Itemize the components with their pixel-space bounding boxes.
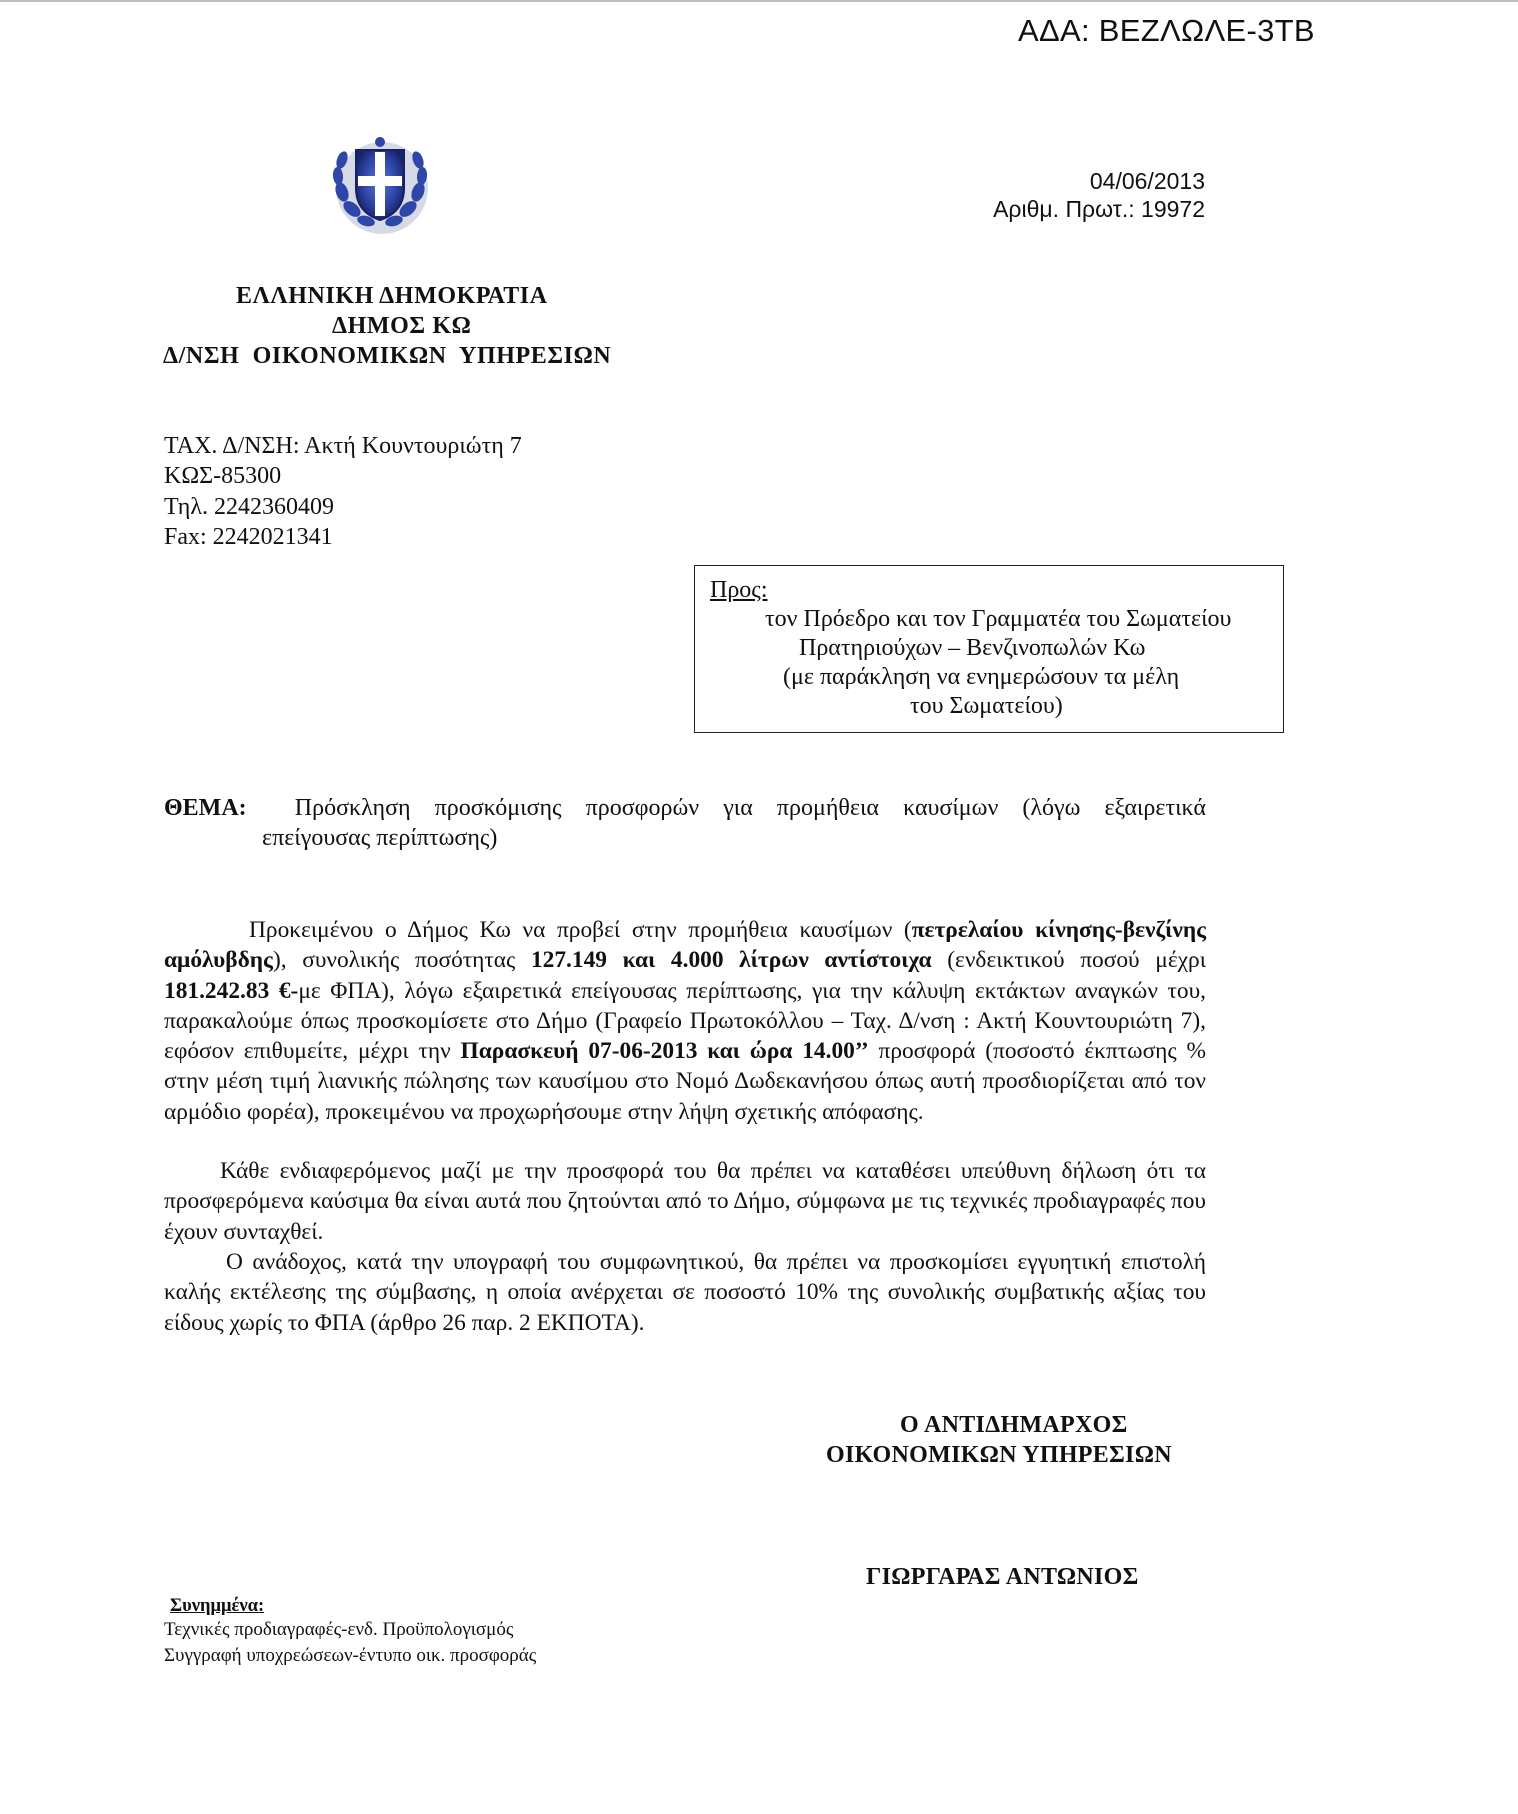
header-republic: ΕΛΛΗΝΙΚΗ ΔΗΜΟΚΡΑΤΙΑ (236, 283, 548, 309)
subject-text-2: επείγουσας περίπτωσης) (262, 825, 498, 851)
enclosures-title: Συνημμένα: (170, 1596, 265, 1616)
recipient-label: Προς: (710, 577, 768, 603)
body-paragraph-3: Ο ανάδοχος, κατά την υπογραφή του συμφωνητικού, θα πρέπει να προσκομίσει εγγυητική επιστολή καλής εκτέλεσης της σύμβασης, η οποία ανέρχεται σε ποσοστό 10% της συνολικής συμβατικής αξίας του είδους χωρίς το ΦΠΑ (άρθρο 26 παρ. 2 ΕΚΠΟΤΑ). (164, 1249, 1206, 1336)
fuel-quantity: 127.149 και 4.000 λίτρων αντίστοιχα (530, 947, 932, 974)
estimated-amount: 181.242.83 €- (164, 977, 299, 1004)
subject-block (164, 793, 1206, 853)
header-municipality: ΔΗΜΟΣ ΚΩ (332, 313, 472, 339)
recipient-box (694, 565, 1284, 733)
signature-name: ΓΙΩΡΓΑΡΑΣ ΑΝΤΩΝΙΟΣ (866, 1564, 1139, 1590)
fuel-types: πετρελαίου κίνησης-βενζίνης αμόλυβδης (164, 917, 1207, 974)
subject-label: ΘΕΜΑ: (164, 795, 247, 821)
signature-title-1: Ο ΑΝΤΙΔΗΜΑΡΧΟΣ (900, 1412, 1128, 1438)
ada-code: ΑΔΑ: ΒΕΖΛΩΛΕ-3ΤΒ (1018, 13, 1315, 48)
address-city: ΚΩΣ-85300 (164, 463, 282, 489)
greek-coat-of-arms-icon (328, 132, 432, 236)
p1-text-a: Προκειμένου ο Δήμος Κω να προβεί στην προμήθεια καυσίμων ( (249, 917, 912, 943)
p1-text-e: (ενδεικτικού ποσού μέχρι (931, 947, 1206, 974)
enclosure-item: Τεχνικές προδιαγραφές-ενδ. Προϋπολογισμός (164, 1619, 514, 1640)
header-department: Δ/ΝΣΗ ΟΙΚΟΝΟΜΙΚΩΝ ΥΠΗΡΕΣΙΩΝ (163, 343, 612, 369)
address-phone: Τηλ. 2242360409 (164, 494, 334, 520)
enclosure-item: Συγγραφή υποχρεώσεων-έντυπο οικ. προσφοράς (164, 1645, 537, 1666)
recipient-line-3: (με παράκληση να ενημερώσουν τα μέλη (783, 664, 1180, 690)
p1-text-i: προσφορά (ποσοστό έκπτωσης % στην μέση τιμή λιανικής πώλησης των καυσίμου στο Νομό Δωδεκανήσου όπως αυτή προσδιορίζεται από τον αρμόδιο φορέα), προκειμένου να προχωρήσουμε στην λήψη σχετικής απόφασης. (164, 1038, 1206, 1125)
p1-text-c: ), συνολικής ποσότητας (272, 947, 531, 974)
subject-text-1: Πρόσκληση προσκόμισης προσφορών για προμήθεια καυσίμων (λόγω εξαιρετικά (294, 795, 1206, 821)
body-paragraph-1 (164, 915, 1206, 1127)
address-street: ΤΑΧ. Δ/ΝΣΗ: Ακτή Κουντουριώτη 7 (164, 433, 522, 459)
recipient-line-4: του Σωματείου) (910, 693, 1063, 719)
protocol-number: Αριθμ. Πρωτ.: 19972 (993, 196, 1205, 222)
body-paragraph-2: Κάθε ενδιαφερόμενος μαζί με την προσφορά του θα πρέπει να καταθέσει υπεύθυνη δήλωση ότι τα προσφερόμενα καύσιμα θα είναι αυτά που ζητούνται από το Δήμο, σύμφωνα με τις τεχνικές προδιαγραφές που έχουν συνταχθεί. (164, 1158, 1206, 1245)
recipient-line-2: Πρατηριούχων – Βενζινοπωλών Κω (799, 635, 1146, 661)
document-date: 04/06/2013 (1089, 168, 1205, 194)
deadline: Παρασκευή 07-06-2013 και ώρα 14.00’’ (460, 1038, 869, 1065)
document-date-block (993, 167, 1205, 223)
p1-text-g: με ΦΠΑ), λόγω εξαιρετικά επείγουσας περίπτωσης, για την κάλυψη εκτάκτων αναγκών του, παρακαλούμε όπως προσκομίσετε στο Δήμο (Γραφείο Πρωτοκόλλου – Ταχ. Δ/νση : Ακτή Κουντουριώτη 7), εφόσον επιθυμείτε, μέχρι την (164, 977, 1206, 1065)
signature-title-2: ΟΙΚΟΝΟΜΙΚΩΝ ΥΠΗΡΕΣΙΩΝ (826, 1442, 1172, 1468)
page-top-border (0, 0, 1518, 2)
address-fax: Fax: 2242021341 (164, 524, 333, 550)
recipient-line-1: τον Πρόεδρο και τον Γραμματέα του Σωματείου (765, 606, 1232, 632)
